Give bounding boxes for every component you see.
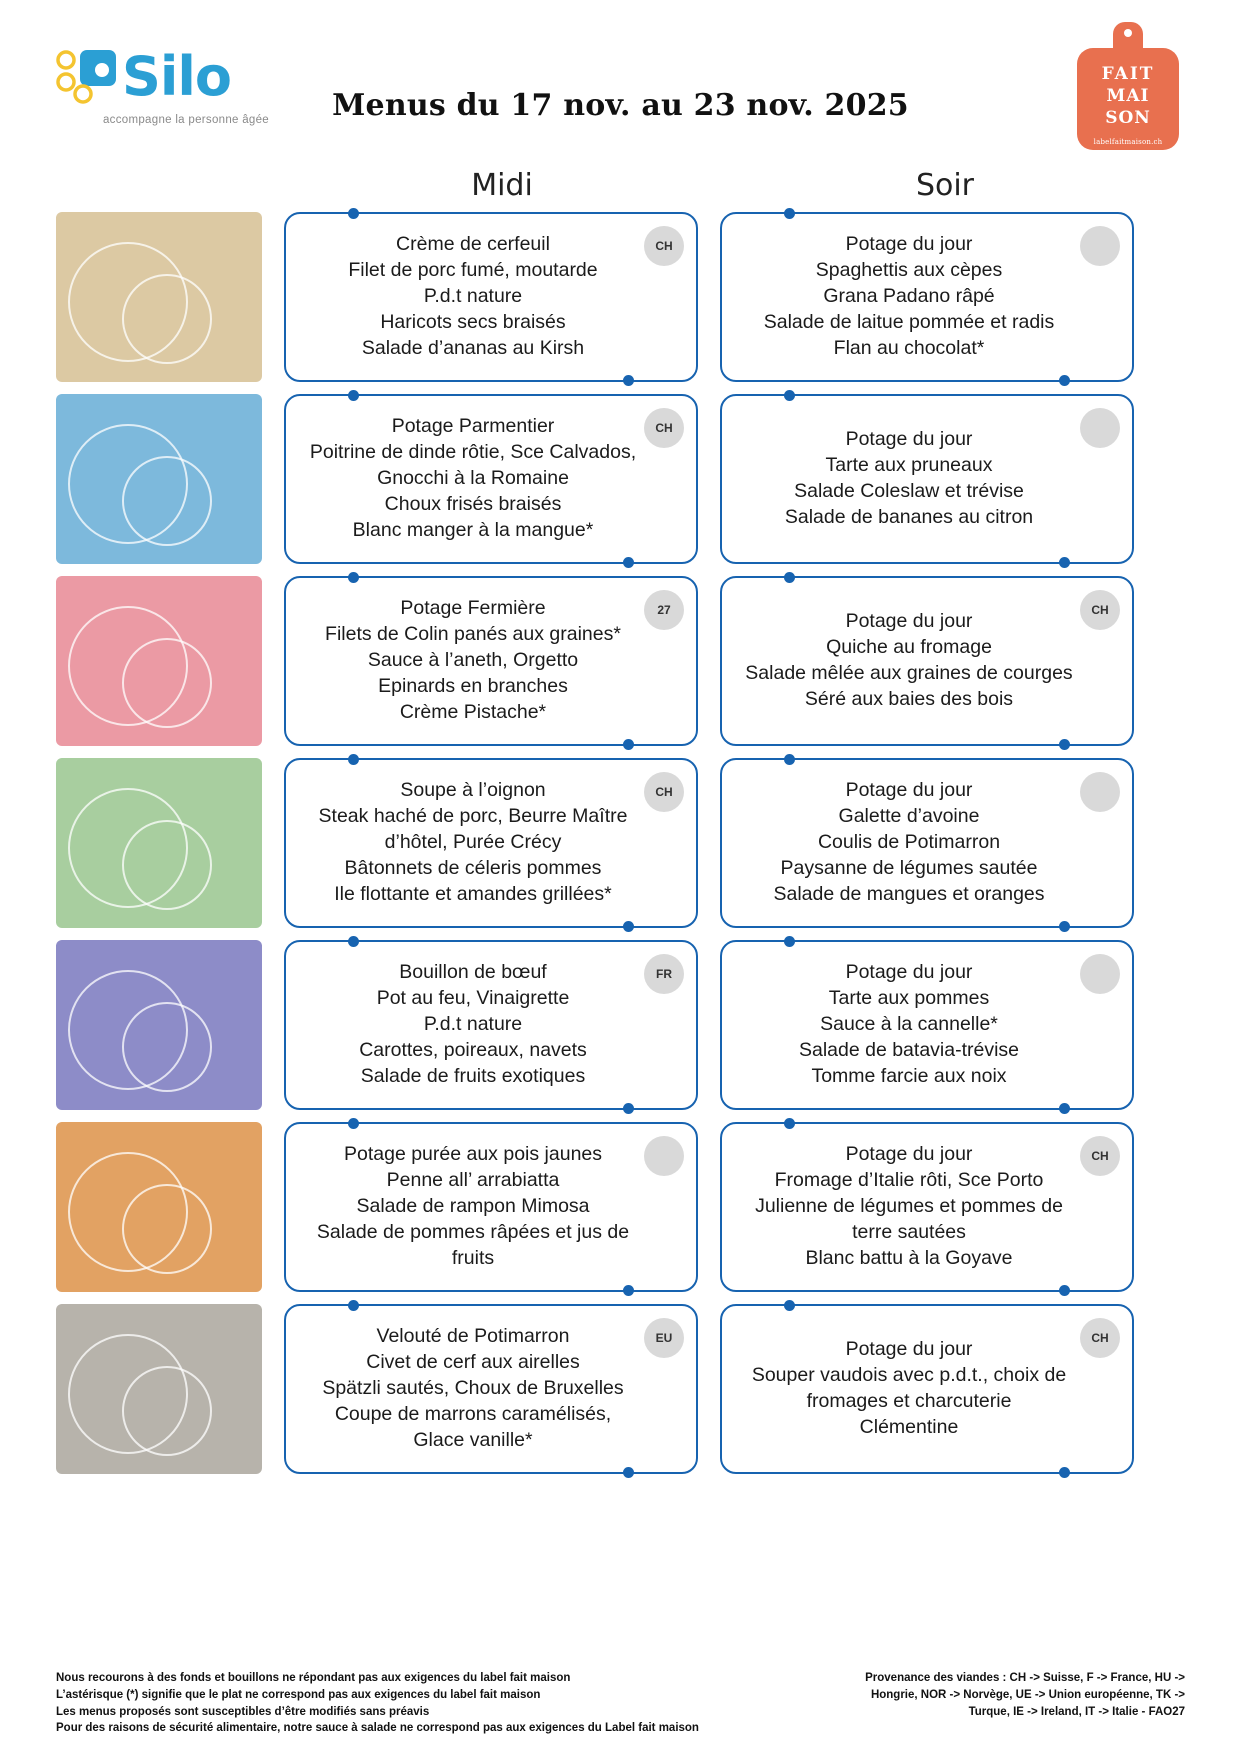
footer-note-line: L’astérisque (*) signifie que le plat ne correspond pas aux exigences du label fait maison (56, 1688, 541, 1701)
decorative-ring-icon (122, 456, 212, 546)
origin-badge: CH (1080, 1136, 1120, 1176)
menu-item: Steak haché de porc, Beurre Maître d’hôtel, Purée Crécy (318, 805, 628, 854)
day-label-jeudi (56, 758, 262, 928)
menu-card-midi-mercredi (284, 576, 698, 746)
fait-maison-line1: FAIT (1101, 64, 1155, 84)
menu-item-list (308, 232, 638, 362)
menu-item: Salade mêlée aux graines de courges (745, 662, 1073, 684)
menu-item-list (744, 427, 1074, 531)
menu-item: Salade de mangues et oranges (773, 882, 1045, 905)
menu-item: Clémentine (859, 1415, 959, 1438)
menu-item: Potage du jour (845, 233, 973, 256)
menu-item: Grana Padano râpé (823, 285, 995, 308)
menu-item: Velouté de Potimarron (376, 1325, 570, 1348)
origin-badge (1080, 226, 1120, 266)
menu-item: Blanc manger à la mangue* (352, 518, 594, 541)
decorative-ring-icon (122, 1366, 212, 1456)
menu-item: Haricots secs braisés (380, 310, 566, 333)
menu-item: Bouillon de bœuf (399, 961, 547, 984)
menu-card-midi-mardi (284, 394, 698, 564)
decorative-ring-icon (122, 820, 212, 910)
decorative-ring-icon (122, 274, 212, 364)
menu-item: Soupe à l’oignon (400, 779, 546, 802)
menu-item: Epinards en branches (378, 674, 568, 697)
menu-item: Souper vaudois avec p.d.t., choix de fromages et charcuterie (751, 1364, 1067, 1412)
menu-item-list (744, 232, 1074, 362)
silo-logo-wordmark: Silo (122, 45, 232, 108)
menu-item: Salade de bananes au citron (784, 505, 1034, 528)
menu-day-row (56, 940, 1185, 1110)
menu-item: Potage Fermière (400, 597, 546, 620)
fait-maison-line2: MAI (1106, 86, 1150, 106)
menu-item: Penne all’ arrabiatta (386, 1169, 560, 1192)
menu-item: Sauce à l’aneth, Orgetto (367, 649, 579, 672)
menu-card-soir-dimanche (720, 1304, 1134, 1474)
menu-item: Salade Coleslaw et trévise (794, 480, 1024, 502)
menu-item: Paysanne de légumes sautée (780, 856, 1038, 879)
menu-item-list (744, 1142, 1074, 1272)
origin-badge: CH (1080, 590, 1120, 630)
day-label-samedi (56, 1122, 262, 1292)
menu-item-list (744, 609, 1074, 713)
menu-day-row (56, 1304, 1185, 1474)
column-headers (0, 168, 1241, 212)
menu-card-soir-mercredi (720, 576, 1134, 746)
fait-maison-line3: SON (1105, 108, 1151, 128)
footer-note-line: Pour des raisons de sécurité alimentaire, notre sauce à salade ne correspond pas aux exigences du Label fait maison (56, 1722, 699, 1735)
menu-day-row (56, 758, 1185, 928)
day-label-lundi (56, 212, 262, 382)
day-label-mardi (56, 394, 262, 564)
menu-item: Pot au feu, Vinaigrette (376, 987, 570, 1010)
menu-card-midi-lundi (284, 212, 698, 382)
silo-logo-tagline: accompagne la personne âgée (102, 114, 270, 126)
menu-card-soir-vendredi (720, 940, 1134, 1110)
menu-item: Salade de batavia-trévise (798, 1038, 1020, 1061)
menu-item: Spaghettis aux cèpes (815, 259, 1003, 282)
menu-item: Potage du jour (845, 610, 973, 633)
origin-badge (1080, 772, 1120, 812)
menu-item: Potage purée aux pois jaunes (343, 1143, 603, 1166)
menu-item: Salade d’ananas au Kirsh (361, 336, 585, 359)
menu-item: Ile flottante et amandes grillées* (334, 882, 612, 905)
menu-item: Flan au chocolat* (833, 336, 985, 359)
menu-card-soir-lundi (720, 212, 1134, 382)
menu-item-list (308, 596, 638, 726)
menu-day-row (56, 576, 1185, 746)
menu-item-list (744, 960, 1074, 1090)
menu-card-midi-jeudi (284, 758, 698, 928)
footer-note-line: Les menus proposés sont susceptibles d’être modifiés sans préavis (56, 1705, 430, 1718)
origin-badge: CH (644, 772, 684, 812)
origin-badge: CH (1080, 1318, 1120, 1358)
menu-item: Potage du jour (845, 961, 973, 984)
menu-item: Potage du jour (845, 779, 973, 802)
menu-item: Glace vanille* (413, 1428, 533, 1451)
menu-item: Tarte aux pommes (828, 987, 990, 1010)
menu-card-midi-samedi (284, 1122, 698, 1292)
menu-item: Tarte aux pruneaux (825, 454, 993, 477)
menu-item-list (308, 778, 638, 908)
menu-item-list (308, 960, 638, 1090)
footer-origin-line: Provenance des viandes : CH -> Suisse, F -> France, HU -> (865, 1672, 1185, 1685)
menu-item-list (308, 414, 638, 544)
menu-item: Julienne de légumes et pommes de terre sautées (755, 1195, 1063, 1243)
menu-item: Potage Parmentier (391, 415, 555, 438)
footer-note-line: Nous recourons à des fonds et bouillons ne répondant pas aux exigences du label fait maison (56, 1672, 571, 1685)
menu-item: Gnocchi à la Romaine (377, 467, 569, 490)
cutting-board-body-icon (1077, 48, 1179, 150)
menu-item: Potage du jour (845, 428, 973, 451)
menu-item: Civet de cerf aux airelles (366, 1351, 580, 1374)
menu-item: Carottes, poireaux, navets (359, 1038, 587, 1061)
menu-card-soir-mardi (720, 394, 1134, 564)
menu-item: Fromage d’Italie rôti, Sce Porto (774, 1169, 1044, 1192)
menu-item: Salade de pommes râpées et jus de fruits (316, 1220, 630, 1269)
menu-item: Salade de fruits exotiques (360, 1064, 586, 1087)
fait-maison-url: labelfaitmaison.ch (1093, 138, 1163, 146)
menu-item: Filet de porc fumé, moutarde (348, 259, 598, 282)
column-header-midi: Midi (471, 168, 533, 203)
page-header (0, 0, 1241, 168)
menu-item: Potage du jour (845, 1338, 973, 1361)
footer-origin-line: Turque, IE -> Ireland, IT -> Italie - FAO27 (968, 1705, 1185, 1718)
menu-item: Filets de Colin panés aux graines* (325, 623, 621, 646)
menu-item: P.d.t nature (423, 285, 523, 308)
page-title: Menus du 17 nov. au 23 nov. 2025 (332, 88, 909, 123)
menu-item-list (744, 778, 1074, 908)
menu-item-list (308, 1142, 638, 1272)
menu-card-soir-samedi (720, 1122, 1134, 1292)
menu-item: Bâtonnets de céleris pommes (344, 856, 602, 879)
menu-item: Sauce à la cannelle* (820, 1013, 998, 1036)
decorative-ring-icon (122, 1002, 212, 1092)
day-label-mercredi (56, 576, 262, 746)
menu-item-list (308, 1324, 638, 1454)
column-header-soir: Soir (915, 168, 975, 203)
origin-badge (644, 1136, 684, 1176)
menu-item: Crème de cerfeuil (396, 233, 550, 256)
origin-badge (1080, 954, 1120, 994)
menu-item-list (744, 1337, 1074, 1441)
menu-day-row (56, 212, 1185, 382)
menu-item: Potage du jour (845, 1143, 973, 1166)
origin-badge (1080, 408, 1120, 448)
menu-item: P.d.t nature (423, 1013, 523, 1036)
footer-meat-origin (865, 1670, 1185, 1737)
menu-card-midi-vendredi (284, 940, 698, 1110)
menu-item: Blanc battu à la Goyave (805, 1246, 1013, 1269)
menu-item: Spätzli sautés, Choux de Bruxelles (322, 1377, 624, 1400)
menu-item: Poitrine de dinde rôtie, Sce Calvados, (309, 441, 637, 464)
menu-grid (0, 212, 1241, 1474)
menu-day-row (56, 1122, 1185, 1292)
menu-item: Quiche au fromage (826, 636, 992, 659)
origin-badge: 27 (644, 590, 684, 630)
menu-card-midi-dimanche (284, 1304, 698, 1474)
origin-badge: CH (644, 226, 684, 266)
origin-badge: EU (644, 1318, 684, 1358)
footer-origin-line: Hongrie, NOR -> Norvège, UE -> Union européenne, TK -> (870, 1688, 1185, 1701)
menu-item: Choux frisés braisés (384, 492, 562, 515)
menu-item: Salade de rampon Mimosa (356, 1195, 590, 1218)
decorative-ring-icon (122, 1184, 212, 1274)
origin-badge: CH (644, 408, 684, 448)
menu-card-soir-jeudi (720, 758, 1134, 928)
decorative-ring-icon (122, 638, 212, 728)
menu-item: Coupe de marrons caramélisés, (334, 1402, 612, 1425)
day-label-dimanche (56, 1304, 262, 1474)
menu-item: Tomme farcie aux noix (811, 1064, 1007, 1087)
menu-day-row (56, 394, 1185, 564)
origin-badge: FR (644, 954, 684, 994)
menu-item: Coulis de Potimarron (817, 831, 1001, 854)
footer-notes (56, 1670, 699, 1737)
cutting-board-hole-icon (1124, 29, 1132, 37)
day-label-vendredi (56, 940, 262, 1110)
page-footer (56, 1670, 1185, 1737)
menu-item: Salade de laitue pommée et radis (763, 310, 1055, 333)
menu-item: Crème Pistache* (399, 700, 547, 723)
fait-maison-label (1077, 22, 1179, 150)
menu-item: Galette d’avoine (838, 805, 980, 828)
menu-item: Séré aux baies des bois (804, 687, 1014, 710)
